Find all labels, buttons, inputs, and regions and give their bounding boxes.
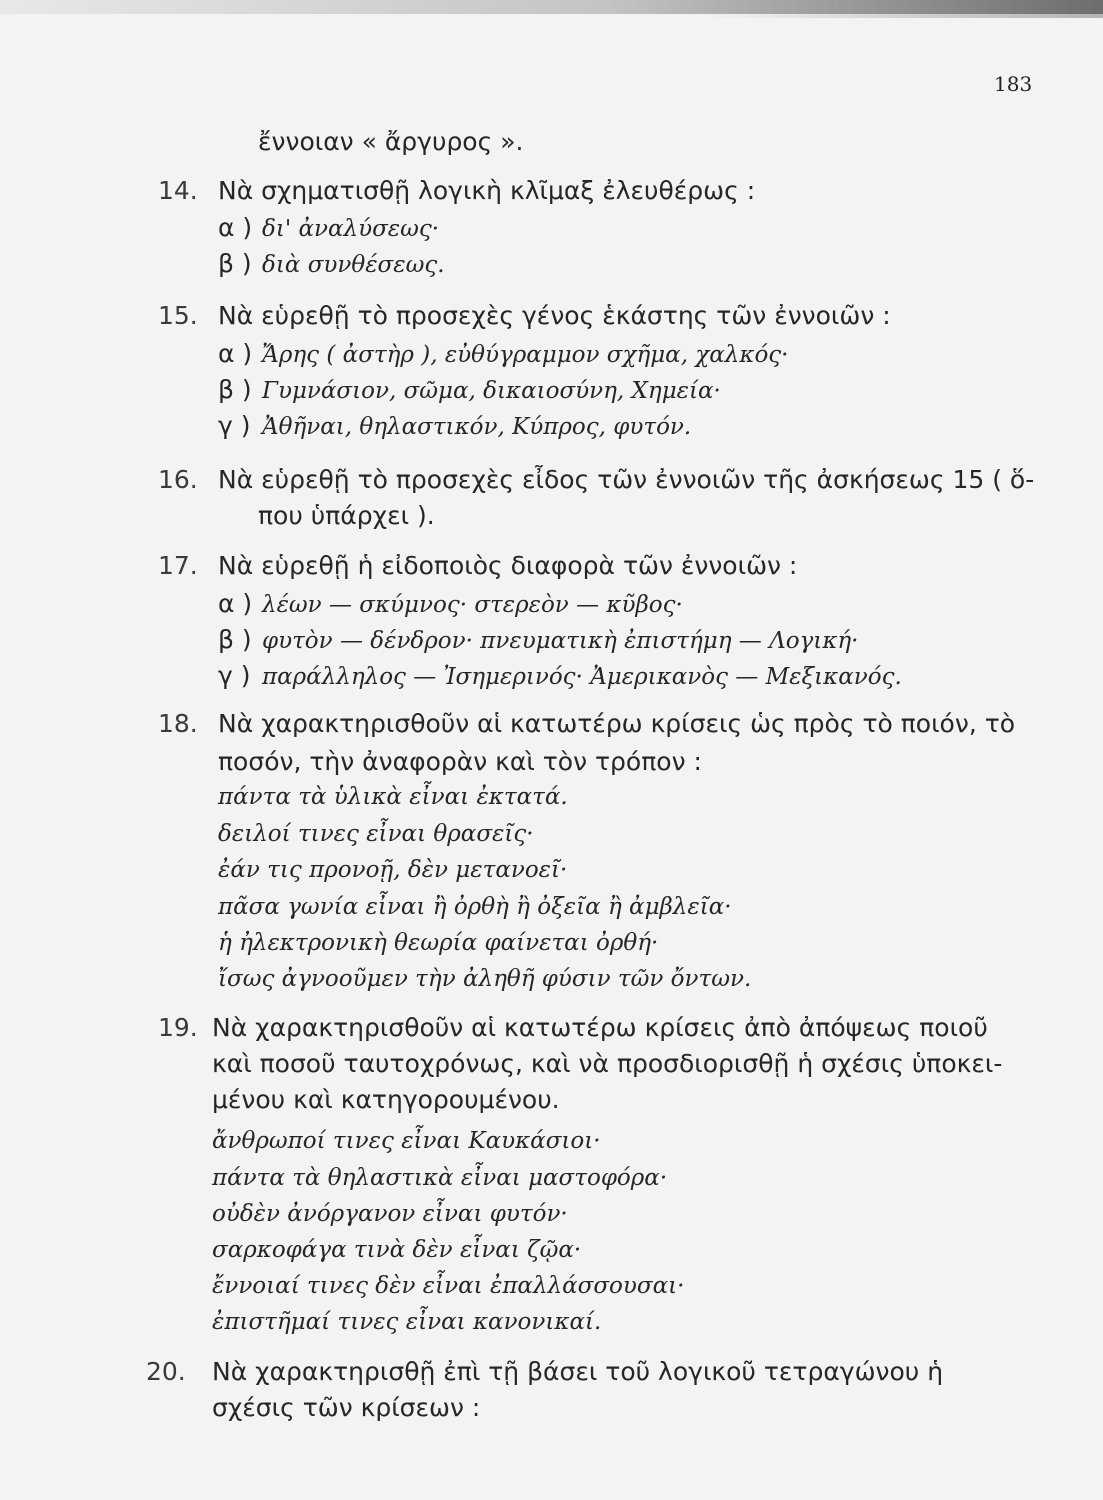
exercise-15-item-c: Ἀθῆναι, θηλαστικόν, Κύπρος, φυτόν. bbox=[262, 414, 692, 440]
exercise-17-marker-a: α ) bbox=[218, 589, 253, 618]
page-top-edge-shadow bbox=[0, 0, 1103, 14]
exercise-18-prompt-cont: ποσόν, τὴν ἀναφορὰν καὶ τὸν τρόπον : bbox=[218, 747, 702, 776]
exercise-18-statement-6: ἴσως ἀγνοοῦμεν τὴν ἀληθῆ φύσιν τῶν ὄντων. bbox=[218, 966, 752, 992]
exercise-14-number: 14. bbox=[158, 176, 198, 205]
exercise-14-marker-b: β ) bbox=[218, 249, 252, 278]
exercise-20-number: 20. bbox=[146, 1357, 186, 1386]
exercise-17-prompt: Νὰ εὑρεθῇ ἡ εἰδοποιὸς διαφορὰ τῶν ἐννοιῶν : bbox=[218, 551, 798, 580]
exercise-19-statement-5: ἔννοιαί τινες δὲν εἶναι ἐπαλλάσσουσαι· bbox=[212, 1273, 685, 1299]
page-number: 183 bbox=[994, 72, 1033, 96]
exercise-15-marker-c: γ ) bbox=[218, 411, 251, 440]
exercise-18-statement-1: πάντα τὰ ὑλικὰ εἶναι ἐκτατά. bbox=[218, 784, 568, 810]
exercise-19-number: 19. bbox=[158, 1013, 198, 1042]
exercise-17-item-c: παράλληλος — Ἰσημερινός· Ἀμερικανὸς — Μεξικανός. bbox=[262, 664, 902, 690]
exercise-18-statement-4: πᾶσα γωνία εἶναι ἢ ὀρθὴ ἢ ὀξεῖα ἢ ἀμβλεῖα· bbox=[218, 894, 732, 920]
exercise-16-prompt-cont: που ὑπάρχει ). bbox=[258, 501, 435, 530]
exercise-14-prompt: Νὰ σχηματισθῇ λογικὴ κλῖμαξ ἐλευθέρως : bbox=[218, 176, 756, 205]
exercise-18-number: 18. bbox=[158, 709, 198, 738]
exercise-19-statement-4: σαρκοφάγα τινὰ δὲν εἶναι ζῷα· bbox=[212, 1237, 582, 1263]
continuation-line: ἔννοιαν « ἄργυρος ». bbox=[258, 127, 524, 156]
exercise-20-prompt-cont: σχέσις τῶν κρίσεων : bbox=[212, 1393, 481, 1422]
exercise-15-prompt: Νὰ εὑρεθῇ τὸ προσεχὲς γένος ἑκάστης τῶν ἐννοιῶν : bbox=[218, 301, 891, 330]
exercise-19-statement-6: ἐπιστῆμαί τινες εἶναι κανονικαί. bbox=[212, 1309, 602, 1335]
exercise-17-number: 17. bbox=[158, 551, 198, 580]
exercise-18-statement-5: ἡ ἠλεκτρονικὴ θεωρία φαίνεται ὀρθή· bbox=[218, 930, 659, 956]
exercise-15-number: 15. bbox=[158, 301, 198, 330]
page-top-edge-shadow-fade bbox=[700, 14, 1103, 18]
exercise-17-item-b: φυτὸν — δένδρον· πνευματικὴ ἐπιστήμη — Λογική· bbox=[262, 628, 859, 654]
exercise-17-marker-b: β ) bbox=[218, 625, 252, 654]
exercise-20-prompt: Νὰ χαρακτηρισθῇ ἐπὶ τῇ βάσει τοῦ λογικοῦ τετραγώνου ἡ bbox=[212, 1357, 944, 1386]
exercise-17-marker-c: γ ) bbox=[218, 661, 251, 690]
exercise-19-prompt-cont-2: μένου καὶ κατηγορουμένου. bbox=[212, 1085, 560, 1114]
exercise-16-number: 16. bbox=[158, 465, 198, 494]
exercise-15-item-b: Γυμνάσιον, σῶμα, δικαιοσύνη, Χημεία· bbox=[262, 378, 721, 404]
exercise-15-marker-a: α ) bbox=[218, 339, 253, 368]
exercise-18-statement-3: ἐάν τις προνοῇ, δὲν μετανοεῖ· bbox=[218, 857, 568, 883]
exercise-14-item-b: διὰ συνθέσεως. bbox=[262, 252, 445, 278]
exercise-19-statement-2: πάντα τὰ θηλαστικὰ εἶναι μαστοφόρα· bbox=[212, 1165, 668, 1191]
exercise-18-prompt: Νὰ χαρακτηρισθοῦν αἱ κατωτέρω κρίσεις ὡς πρὸς τὸ ποιόν, τὸ bbox=[218, 709, 1016, 738]
exercise-14-item-a: δι' ἀναλύσεως· bbox=[262, 216, 440, 242]
exercise-15-item-a: Ἄρης ( ἀστὴρ ), εὐθύγραμμον σχῆμα, χαλκός· bbox=[262, 342, 789, 368]
exercise-19-prompt-cont-1: καὶ ποσοῦ ταυτοχρόνως, καὶ νὰ προσδιορισθῇ ἡ σχέσις ὑποκει- bbox=[212, 1049, 1003, 1078]
exercise-15-marker-b: β ) bbox=[218, 375, 252, 404]
exercise-17-item-a: λέων — σκύμνος· στερεὸν — κῦβος· bbox=[262, 592, 683, 618]
exercise-19-prompt: Νὰ χαρακτηρισθοῦν αἱ κατωτέρω κρίσεις ἀπὸ ἀπόψεως ποιοῦ bbox=[212, 1013, 988, 1042]
exercise-16-prompt: Νὰ εὑρεθῇ τὸ προσεχὲς εἶδος τῶν ἐννοιῶν τῆς ἀσκήσεως 15 ( ὅ- bbox=[218, 465, 1035, 494]
exercise-19-statement-1: ἄνθρωποί τινες εἶναι Καυκάσιοι· bbox=[212, 1128, 601, 1154]
exercise-19-statement-3: οὐδὲν ἀνόργανον εἶναι φυτόν· bbox=[212, 1201, 568, 1227]
exercise-18-statement-2: δειλοί τινες εἶναι θρασεῖς· bbox=[218, 821, 534, 847]
exercise-14-marker-a: α ) bbox=[218, 213, 253, 242]
